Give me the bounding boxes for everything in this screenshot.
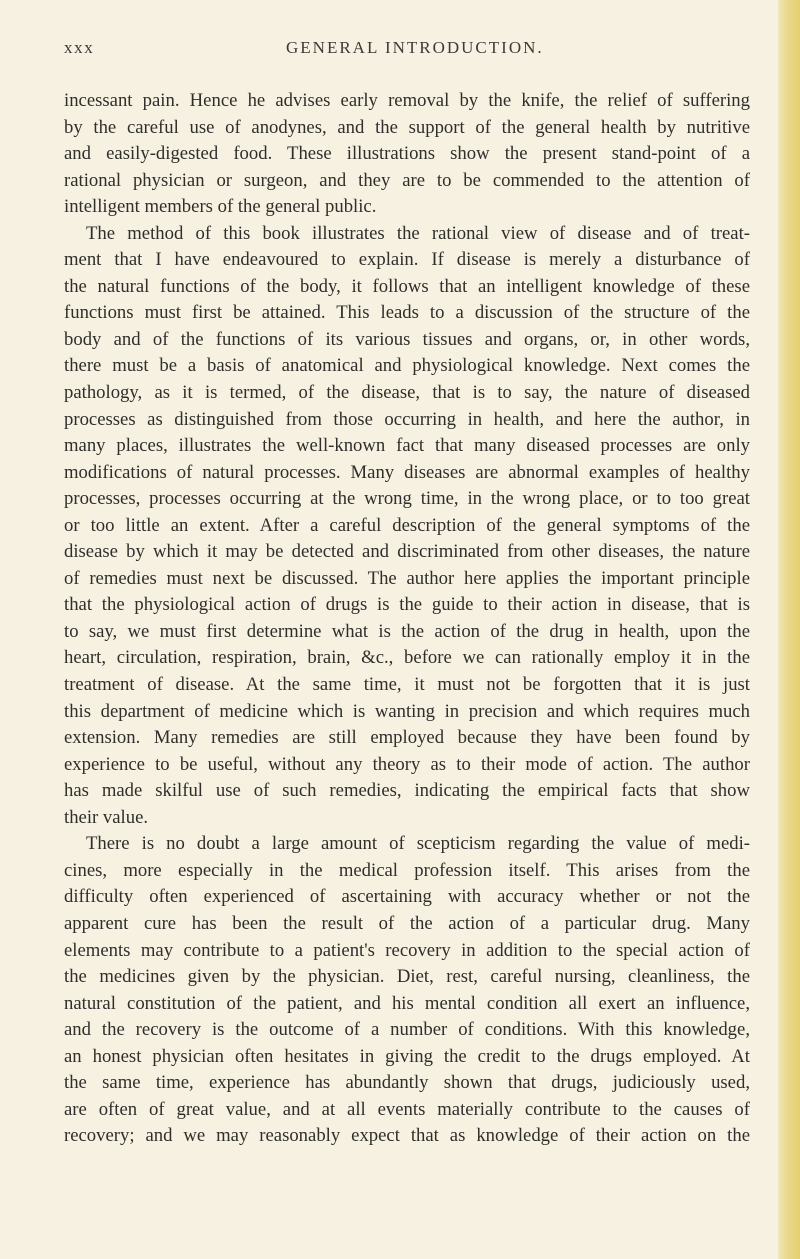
text-line: modifications of natural processes. Many diseases are abnormal examples of healthy [64, 461, 750, 483]
text-line: heart, circulation, respiration, brain, &c., before we can rationally employ it in the [64, 647, 750, 669]
text-line: are often of great value, and at all events materially contribute to the causes of [64, 1098, 750, 1120]
text-line: and easily-digested food. These illustrations show the present stand-point of a [64, 143, 750, 165]
text-line: experience to be useful, without any theory as to their mode of action. The author [64, 753, 750, 775]
text-line: processes, processes occurring at the wrong time, in the wrong place, or to too great [64, 488, 750, 510]
text-line: disease by which it may be detected and discriminated from other diseases, the nature [64, 541, 750, 563]
text-line: treatment of disease. At the same time, it must not be forgotten that it is just [64, 674, 750, 696]
text-line: natural constitution of the patient, and his mental condition all exert an influence, [64, 992, 750, 1014]
text-line: to say, we must first determine what is the action of the drug in health, upon the [64, 620, 750, 642]
text-line: or too little an extent. After a careful description of the general symptoms of the [64, 514, 750, 536]
text-line: intelligent members of the general public. [64, 196, 377, 218]
text-line: and the recovery is the outcome of a number of conditions. With this knowledge, [64, 1019, 750, 1041]
text-line: of remedies must next be discussed. The author here applies the important principle [64, 567, 750, 589]
text-line: has made skilful use of such remedies, indicating the empirical facts that show [64, 780, 750, 802]
text-line: ment that I have endeavoured to explain. If disease is merely a disturbance of [64, 249, 750, 271]
text-line: incessant pain. Hence he advises early removal by the knife, the relief of suffering [64, 90, 750, 111]
text-line: functions must first be attained. This leads to a discussion of the structure of the [64, 302, 750, 324]
text-line: the same time, experience has abundantly shown that drugs, judiciously used, [64, 1072, 750, 1094]
text-line: the medicines given by the physician. Diet, rest, careful nursing, cleanliness, the [64, 966, 750, 988]
text-line: an honest physician often hesitates in giving the credit to the drugs employed. At [64, 1045, 750, 1067]
running-head: GENERAL INTRODUCTION. [286, 38, 544, 57]
text-line: that the physiological action of drugs is the guide to their action in disease, that is [64, 594, 750, 616]
text-line: extension. Many remedies are still employed because they have been found by [64, 727, 750, 749]
text-line: elements may contribute to a patient's recovery in addition to the special action of [64, 939, 750, 961]
text-line: their value. [64, 806, 149, 828]
text-line: difficulty often experienced of ascertaining with accuracy whether or not the [64, 886, 750, 908]
text-line: pathology, as it is termed, of the disease, that is to say, the nature of diseased [64, 382, 750, 404]
text-line: there must be a basis of anatomical and physiological knowledge. Next comes the [64, 355, 750, 377]
text-line: rational physician or surgeon, and they are to be commended to the attention of [64, 169, 750, 191]
paragraph [64, 88, 750, 221]
text-line: processes as distinguished from those occurring in health, and here the author, in [64, 408, 750, 430]
page-number: xxx [64, 38, 95, 57]
text-line: recovery; and we may reasonably expect that as knowledge of their action on the [64, 1125, 750, 1147]
page-edge [778, 0, 800, 1259]
text-line: the natural functions of the body, it follows that an intelligent knowledge of these [64, 275, 750, 297]
page-header [64, 38, 750, 62]
text-line: There is no doubt a large amount of scepticism regarding the value of medi- [86, 833, 750, 855]
paragraph [64, 221, 750, 832]
text-line: body and of the functions of its various tissues and organs, or, in other words, [64, 328, 750, 350]
text-line: many places, illustrates the well-known fact that many diseased processes are only [64, 435, 750, 457]
text-line: cines, more especially in the medical profession itself. This arises from the [64, 859, 750, 881]
text-line: The method of this book illustrates the rational view of disease and of treat- [86, 222, 750, 244]
paragraph [64, 831, 750, 1150]
text-line: by the careful use of anodynes, and the support of the general health by nutritive [64, 116, 750, 138]
text-line: apparent cure has been the result of the action of a particular drug. Many [64, 912, 750, 934]
body-text [64, 88, 750, 1150]
text-line: this department of medicine which is wanting in precision and which requires much [64, 700, 750, 722]
